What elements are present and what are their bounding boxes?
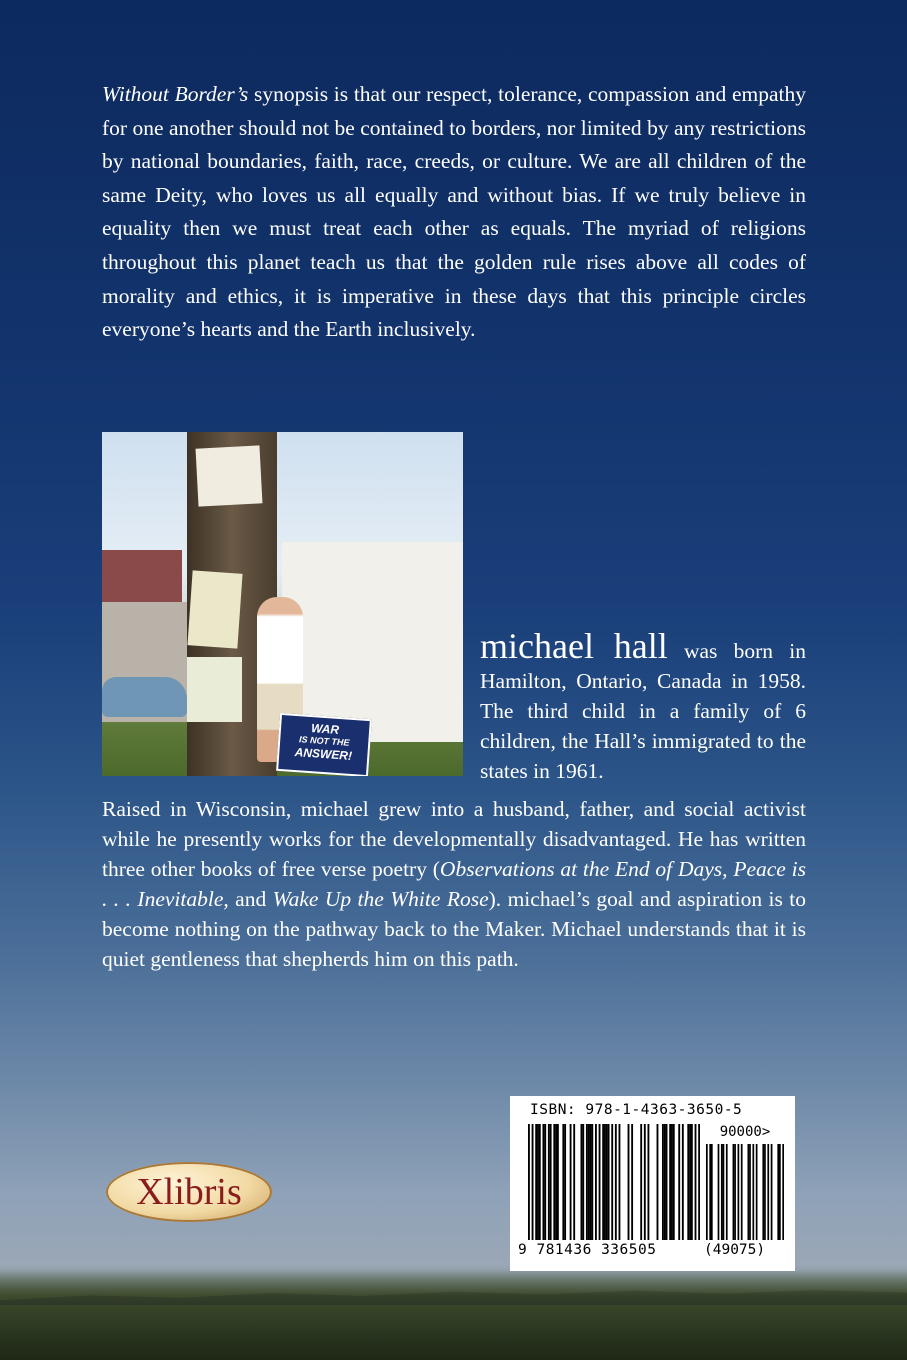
barcode-bar (608, 1124, 610, 1240)
barcode-bar (779, 1144, 781, 1240)
barcode-bar (698, 1124, 700, 1240)
barcode-bar (557, 1124, 559, 1240)
barcode-bar (764, 1144, 766, 1240)
barcode-bar (747, 1144, 749, 1240)
barcode-bar (570, 1124, 572, 1240)
barcode-bar (590, 1124, 592, 1240)
barcode-bar (726, 1144, 728, 1240)
photo-neighbor-roof (102, 550, 182, 610)
barcode-bar (588, 1124, 590, 1240)
barcode-bar (777, 1144, 779, 1240)
barcode-bar (553, 1124, 555, 1240)
bio-intro (480, 628, 806, 786)
barcode-bar (562, 1124, 564, 1240)
xlibris-logo (106, 1162, 272, 1222)
barcode-bar (682, 1124, 684, 1240)
barcode-bar (599, 1124, 601, 1240)
barcode-bar (678, 1124, 680, 1240)
barcode-bar (555, 1124, 557, 1240)
barcode-bar (718, 1144, 720, 1240)
bio-intro-text: was born in Hamilton, Ontario, Canada in 1958. The third child in a family of 6 children, the Hall’s immigrated to the states in 1961. (480, 639, 806, 783)
barcode-bar (733, 1144, 735, 1240)
barcode-bar (582, 1124, 584, 1240)
barcode-bar (640, 1124, 642, 1240)
isbn-barcode (510, 1096, 795, 1271)
war-sign-line: ANSWER! (294, 744, 353, 763)
barcode-bar (591, 1124, 593, 1240)
barcode-bar (706, 1144, 708, 1240)
barcode-bar (644, 1124, 646, 1240)
barcode-bar (657, 1124, 659, 1240)
ean-digits: 9 781436 336505 (518, 1242, 657, 1258)
barcode-bar (606, 1124, 608, 1240)
photo-war-sign (276, 713, 372, 776)
barcode-bar (709, 1144, 711, 1240)
bio-text: Raised in Wisconsin, michael grew into a husband, father, and social activist while he presently works for the developmentally disadvantaged. He has written three other books of free verse poetry ( (102, 797, 806, 881)
barcode-bar (695, 1124, 697, 1240)
barcode-bar (535, 1124, 537, 1240)
barcode-bar (687, 1124, 689, 1240)
barcode-bar (738, 1144, 740, 1240)
barcode-bar (611, 1124, 613, 1240)
barcode-bar (752, 1144, 754, 1240)
barcode-bar (689, 1124, 691, 1240)
barcode-bar (741, 1144, 743, 1240)
barcode-bar (564, 1124, 566, 1240)
synopsis-text: synopsis is that our respect, tolerance, compassion and empathy for one another should not be contained to borders, nor limited by any restrictions by national boundaries, faith, race, creeds, or culture. We are all children of the same Deity, who loves us all equally and without bias. If we truly believe in equality then we must treat each other as equals. The myriad of religions throughout this planet teach us that the golden rule rises above all codes of morality and ethics, it is imperative in these days that this principle circles everyone’s hearts and the Earth inclusively. (102, 82, 807, 342)
barcode-bar (615, 1124, 617, 1240)
addon-label: 90000> (719, 1124, 771, 1140)
barcode-bar (771, 1144, 773, 1240)
barcode-bar (767, 1144, 769, 1240)
isbn-label: ISBN: 978-1-4363-3650-5 (530, 1102, 743, 1118)
barcode-bar (721, 1144, 723, 1240)
bio-paragraph (102, 794, 806, 974)
barcode-bar (711, 1144, 713, 1240)
photo-tree-sign (196, 445, 263, 506)
photo-house (282, 542, 463, 742)
barcode-bar (542, 1124, 544, 1240)
barcode-bar (619, 1124, 621, 1240)
barcode-bar (749, 1144, 751, 1240)
barcode-bar (691, 1124, 693, 1240)
photo-car (102, 677, 187, 717)
ground-field (0, 1270, 907, 1360)
barcode-bar (669, 1124, 671, 1240)
author-name: michael hall (480, 626, 668, 666)
addon-barcode-bars (706, 1144, 784, 1240)
barcode-bar (664, 1124, 666, 1240)
barcode-bar (544, 1124, 546, 1240)
author-photo (102, 432, 463, 776)
barcode-bar (671, 1124, 673, 1240)
barcode-bar (666, 1124, 668, 1240)
barcode-bar (734, 1144, 736, 1240)
price-digits: (49075) (704, 1242, 766, 1258)
bio-text: and (228, 887, 273, 911)
bio-text: ). michael’s goal and aspiration is to become nothing on the pathway back to the Maker. Michael understands that it is quiet gentleness that shepherds him on this path. (102, 887, 807, 971)
barcode-bar (662, 1124, 664, 1240)
photo-tree-sign (187, 570, 242, 648)
barcode-bar (628, 1124, 630, 1240)
barcode-bar (528, 1124, 530, 1240)
barcode-bar (586, 1124, 588, 1240)
barcode-bar (756, 1144, 758, 1240)
barcode-bar (604, 1124, 606, 1240)
book-title-italic: Wake Up the White Rose (272, 887, 489, 911)
barcode-bar (548, 1124, 550, 1240)
war-sign-line: WAR (310, 721, 340, 737)
barcode-bar (539, 1124, 541, 1240)
book-title-italic: Without Border’s (102, 82, 249, 106)
barcode-bar (581, 1124, 583, 1240)
barcode-bar (647, 1124, 649, 1240)
book-title-italic: Observations at the End of Days, Peace is . . . Inevitable, (102, 857, 806, 911)
barcode-bar (550, 1124, 552, 1240)
barcode-bar (602, 1124, 604, 1240)
barcode-bar (595, 1124, 597, 1240)
barcode-bar (673, 1124, 675, 1240)
barcode-bar (762, 1144, 764, 1240)
war-sign-line: IS NOT THE (298, 734, 350, 748)
ean-barcode-bars (528, 1124, 700, 1240)
barcode-bar (631, 1124, 633, 1240)
barcode-bar (723, 1144, 725, 1240)
barcode-bar (782, 1144, 784, 1240)
barcode-bar (573, 1124, 575, 1240)
barcode-bar (532, 1124, 534, 1240)
photo-tree-sign (187, 657, 242, 722)
barcode-bar (537, 1124, 539, 1240)
synopsis-paragraph (102, 78, 806, 347)
logo-text: Xlibris (136, 1171, 242, 1213)
